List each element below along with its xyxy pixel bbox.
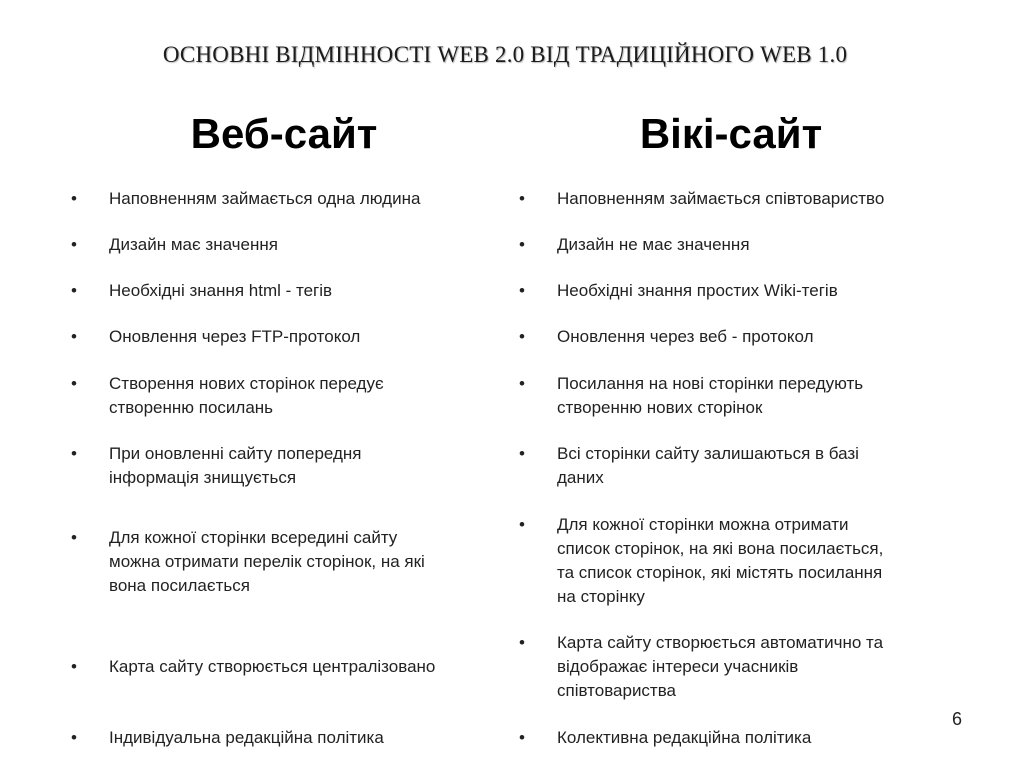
bullet-dot: •: [519, 444, 525, 463]
bullet-text: Дизайн не має значення: [557, 235, 750, 254]
bullet-text: Для кожної сторінки всередині сайту можна отримати перелік сторінок, на які вона посилається: [109, 528, 425, 595]
bullet-text: Необхідні знання простих Wiki-тегів: [557, 281, 838, 300]
bullet-dot: •: [71, 189, 77, 208]
bullet-dot: •: [71, 528, 77, 547]
right-column-heading: Вікі-сайт: [639, 110, 823, 157]
bullet-dot: •: [519, 515, 525, 534]
bullet-dot: •: [519, 728, 525, 747]
bullet-text: Всі сторінки сайту залишаються в базі даних: [557, 444, 859, 487]
left-column-heading: Веб-сайт: [190, 110, 378, 157]
bullet-text: Колективна редакційна політика: [557, 728, 812, 747]
bullet-text: Оновлення через веб - протокол: [557, 327, 814, 346]
bullet-dot: •: [519, 281, 525, 300]
bullet-text: При оновленні сайту попередня інформація знищується: [109, 444, 362, 487]
bullet-dot: •: [71, 281, 77, 300]
bullet-text: Оновлення через FTP-протокол: [109, 327, 361, 346]
bullet-text: Індивідуальна редакційна політика: [109, 728, 384, 747]
bullet-text: Дизайн має значення: [109, 235, 278, 254]
bullet-dot: •: [71, 374, 77, 393]
bullet-text: Карта сайту створюється автоматично та відображає інтереси учасників співтовариства: [557, 633, 884, 700]
bullet-dot: •: [71, 327, 77, 346]
bullet-text: Карта сайту створюється централізовано: [109, 657, 436, 676]
bullet-text: Необхідні знання html - тегів: [109, 281, 333, 300]
page-number: 6: [951, 709, 962, 729]
bullet-dot: •: [71, 657, 77, 676]
bullet-dot: •: [519, 633, 525, 652]
bullet-dot: •: [71, 728, 77, 747]
bullet-dot: •: [71, 235, 77, 254]
bullet-text: Посилання на нові сторінки передують створенню нових сторінок: [557, 374, 864, 417]
bullet-text: Для кожної сторінки можна отримати список сторінок, на які вона посилається, та список сторінок, які містять посилання на сторінку: [557, 515, 884, 606]
bullet-dot: •: [519, 189, 525, 208]
slide-title: ОСНОВНІ ВІДМІННОСТІ WEB 2.0 ВІД ТРАДИЦІЙНОГО WEB 1.0: [162, 42, 848, 67]
bullet-text: Створення нових сторінок передує створенню посилань: [109, 374, 384, 417]
bullet-text: Наповненням займається одна людина: [109, 189, 421, 208]
bullet-dot: •: [519, 327, 525, 346]
bullet-dot: •: [519, 374, 525, 393]
bullet-dot: •: [519, 235, 525, 254]
bullet-text: Наповненням займається співтовариство: [557, 189, 885, 208]
bullet-dot: •: [71, 444, 77, 463]
